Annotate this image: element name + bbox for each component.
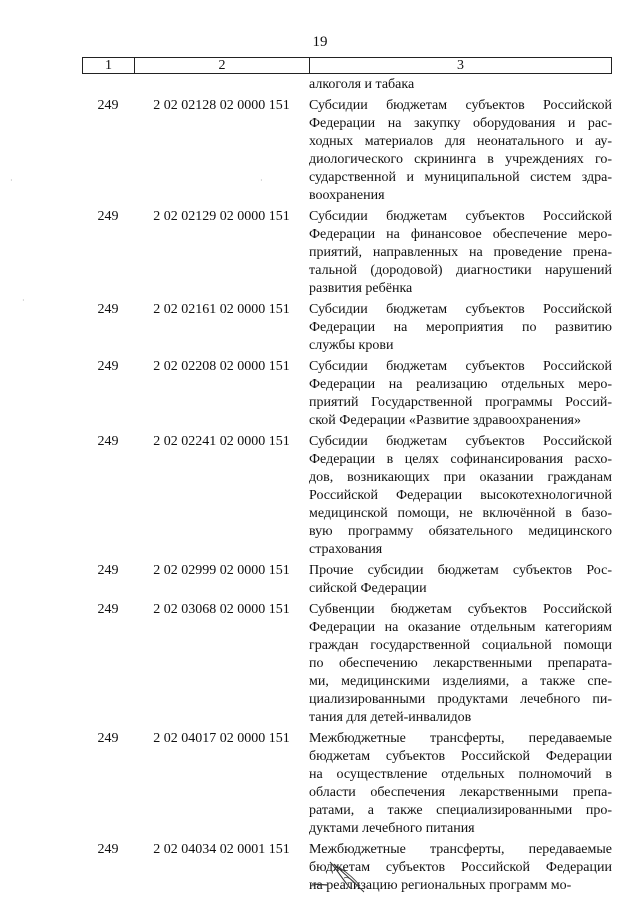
description-cell — [309, 97, 612, 205]
header-col-1: 1 — [83, 58, 135, 73]
description-cell — [309, 301, 612, 355]
description-line: страхования — [309, 542, 383, 557]
description-line: бюджетам субъектов Российской Федерации — [309, 749, 612, 764]
description-cell — [309, 433, 612, 559]
description-line: приятий Государственной программы Россий- — [309, 395, 612, 410]
admin-code-cell: 249 — [97, 434, 119, 449]
budget-code-cell: 2 02 03068 02 0000 151 — [153, 602, 290, 617]
description-line: по обеспечению лекарственными препарата- — [309, 656, 612, 671]
description-line: Субсидии бюджетам субъектов Российской — [309, 209, 612, 224]
description-line: воохранения — [309, 188, 385, 203]
description-line: Федерации на закупку оборудования и рас- — [309, 116, 612, 131]
table-row — [82, 562, 612, 598]
description-line: Федерации на мероприятия по развитию — [309, 320, 612, 335]
description-line: ской Федерации «Развитие здравоохранения» — [309, 413, 581, 428]
description-line: Межбюджетные трансферты, передаваемые — [309, 731, 612, 746]
description-cell — [309, 208, 612, 298]
description-line: Субсидии бюджетам субъектов Российской — [309, 302, 612, 317]
header-col-2: 2 — [135, 58, 310, 73]
description-line: граждан государственной социальной помощи — [309, 638, 612, 653]
scan-speck: · — [10, 176, 13, 185]
description-cell — [309, 730, 612, 838]
description-line: Субсидии бюджетам субъектов Российской — [309, 434, 612, 449]
description-line: сийской Федерации — [309, 581, 427, 596]
admin-code-cell: 249 — [97, 302, 119, 317]
description-line: ми, медицинскими изделиями, а также спе- — [309, 674, 612, 689]
admin-code-cell: 249 — [97, 842, 119, 857]
description-line: Федерации в целях софинансирования расхо- — [309, 452, 612, 467]
table-row — [82, 208, 612, 298]
description-line: Субсидии бюджетам субъектов Российской — [309, 98, 612, 113]
table-row — [82, 730, 612, 838]
budget-code-cell: 2 02 02128 02 0000 151 — [153, 98, 290, 113]
description-line: Федерации на реализацию отдельных меро- — [309, 377, 612, 392]
description-line: службы крови — [309, 338, 394, 353]
table-body — [82, 76, 612, 895]
continuation-row — [82, 76, 612, 94]
description-line: дов, возникающих при оказании гражданам — [309, 470, 612, 485]
table-row — [82, 301, 612, 355]
admin-code-cell: 249 — [97, 359, 119, 374]
scan-speck: · — [22, 296, 25, 305]
budget-code-cell: 2 02 02208 02 0000 151 — [153, 359, 290, 374]
admin-code-cell: 249 — [97, 209, 119, 224]
table-row — [82, 601, 612, 727]
budget-code-cell: 2 02 02241 02 0000 151 — [153, 434, 290, 449]
description-line: сударственной и муниципальной систем здра- — [309, 170, 612, 185]
description-line: ходных материалов для неонатального и ау- — [309, 134, 612, 149]
description-line: Российской Федерации высокотехнологичной — [309, 488, 612, 503]
description-line: Федерации на финансовое обеспечение меро- — [309, 227, 612, 242]
description-line: Прочие субсидии бюджетам субъектов Рос- — [309, 563, 612, 578]
description-line: на осуществление отдельных полномочий в — [309, 767, 612, 782]
description-cell — [309, 601, 612, 727]
header-col-3: 3 — [457, 58, 464, 73]
description-line: ратами, а также специализированными про- — [309, 803, 612, 818]
description-line: области обеспечения лекарственными препа- — [309, 785, 612, 800]
description-line: Субвенции бюджетам субъектов Российской — [309, 602, 612, 617]
description-line: алкоголя и табака — [309, 77, 415, 92]
description-line: диологического скрининга в учреждениях го- — [309, 152, 612, 167]
scan-speck: · — [260, 176, 263, 185]
description-cell — [309, 76, 612, 94]
budget-code-cell: 2 02 04034 02 0001 151 — [153, 842, 290, 857]
description-line: медицинской помощи, не включённой в базо- — [309, 506, 612, 521]
description-line: бюджетам субъектов Российской Федерации — [309, 860, 612, 875]
description-cell — [309, 358, 612, 430]
table-row — [82, 97, 612, 205]
table-header — [82, 57, 612, 74]
description-line: развития ребёнка — [309, 281, 413, 296]
description-line: циализированными продуктами лечебного пи- — [309, 692, 612, 707]
description-line: тальной (дородовой) диагностики нарушений — [309, 263, 612, 278]
description-line: вую программу обязательного медицинского — [309, 524, 612, 539]
admin-code-cell: 249 — [97, 563, 119, 578]
budget-code-cell: 2 02 02999 02 0000 151 — [153, 563, 290, 578]
admin-code-cell: 249 — [97, 602, 119, 617]
description-cell — [309, 562, 612, 598]
page-number: 19 — [312, 34, 328, 50]
description-line: приятий, направленных на проведение прена- — [309, 245, 612, 260]
admin-code-cell: 249 — [97, 98, 119, 113]
budget-code-cell: 2 02 02129 02 0000 151 — [153, 209, 290, 224]
budget-code-cell: 2 02 04017 02 0000 151 — [153, 731, 290, 746]
description-line: Федерации на оказание отдельным категориям — [309, 620, 612, 635]
description-line: тания для детей-инвалидов — [309, 710, 472, 725]
description-line: дуктами лечебного питания — [309, 821, 475, 836]
budget-code-cell: 2 02 02161 02 0000 151 — [153, 302, 290, 317]
signature-mark — [310, 858, 374, 894]
description-line: Субсидии бюджетам субъектов Российской — [309, 359, 612, 374]
admin-code-cell: 249 — [97, 731, 119, 746]
table-row — [82, 358, 612, 430]
table-row — [82, 433, 612, 559]
description-line: на реализацию региональных программ мо- — [309, 878, 572, 893]
description-line: Межбюджетные трансферты, передаваемые — [309, 842, 612, 857]
